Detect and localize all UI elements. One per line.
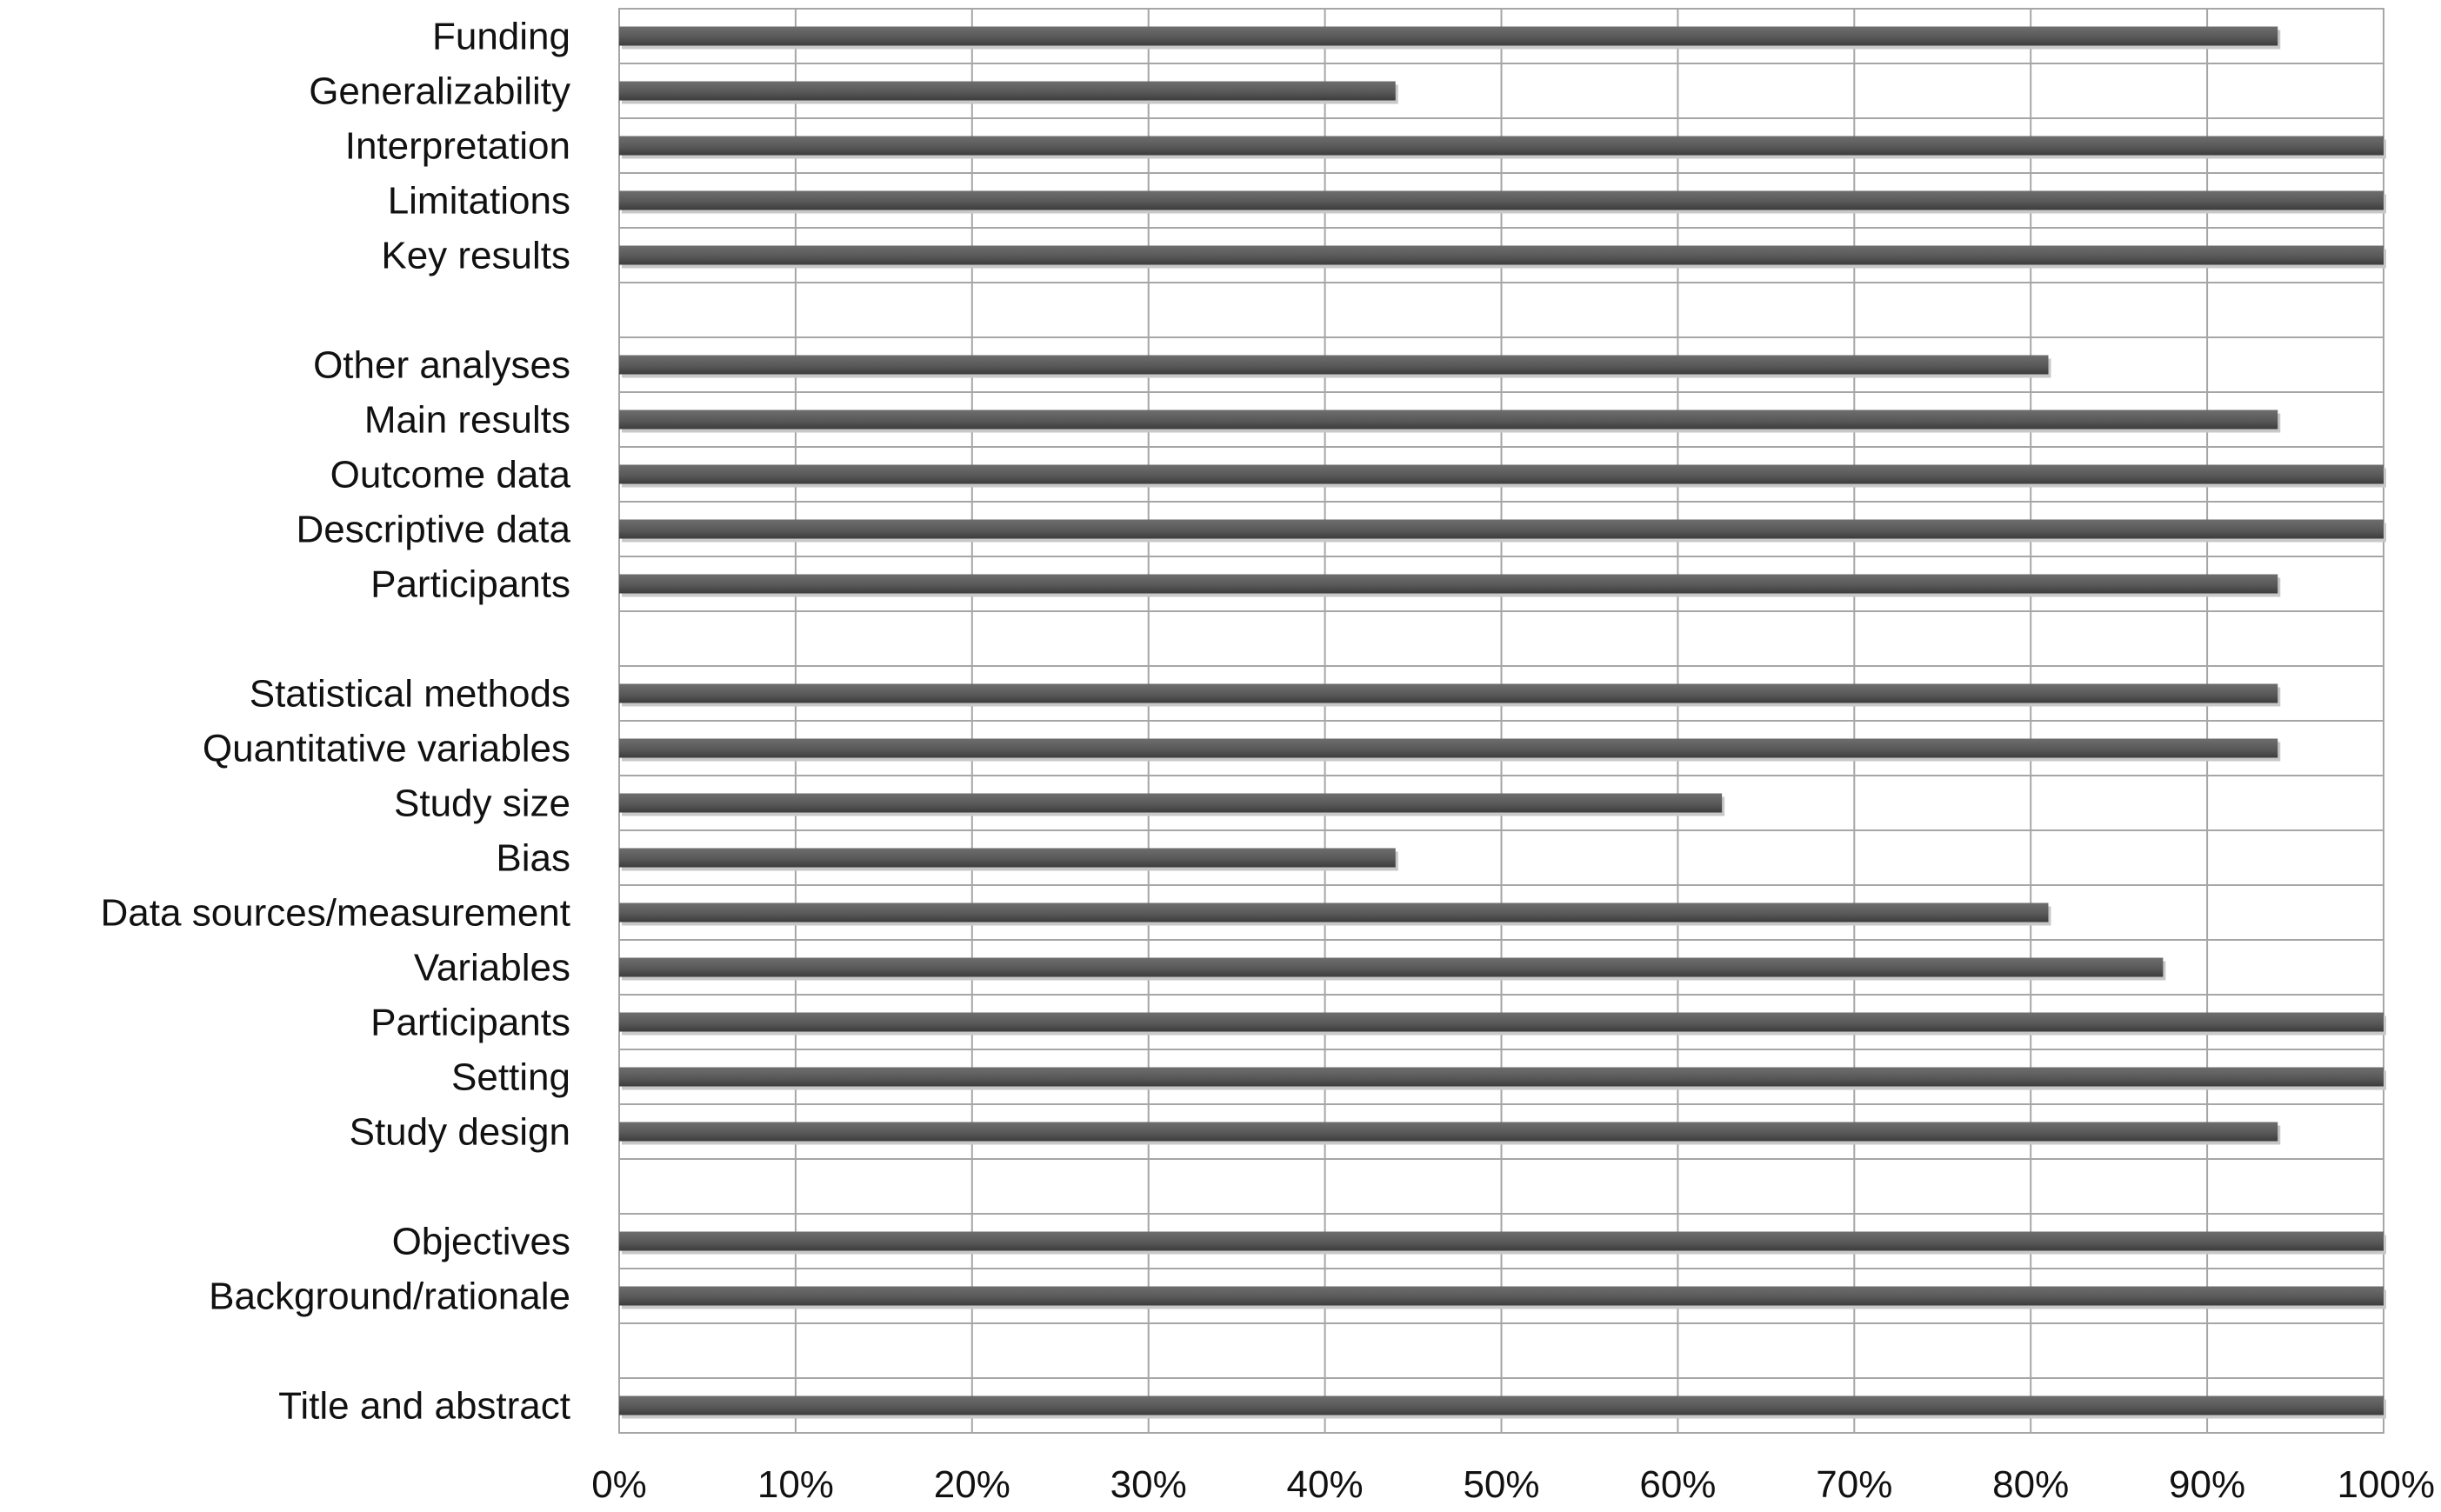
bar <box>619 246 2384 265</box>
bar <box>619 1396 2384 1415</box>
bar <box>619 1232 2384 1251</box>
category-label: Quantitative variables <box>202 727 570 770</box>
bar <box>619 27 2278 46</box>
category-label: Generalizability <box>309 70 570 113</box>
category-label: Interpretation <box>344 124 570 168</box>
category-label: Study design <box>349 1110 570 1154</box>
category-label: Funding <box>431 15 570 58</box>
bar <box>619 849 1396 868</box>
x-tick-label: 90% <box>2169 1463 2246 1506</box>
bar <box>619 903 2048 923</box>
category-label: Other analyses <box>313 343 570 387</box>
bar <box>619 191 2384 210</box>
category-label: Objectives <box>391 1220 570 1263</box>
bar <box>619 575 2278 594</box>
x-tick-label: 60% <box>1639 1463 1717 1506</box>
x-tick-label: 0% <box>591 1463 647 1506</box>
category-label: Key results <box>381 234 570 277</box>
x-tick-label: 40% <box>1286 1463 1364 1506</box>
bar <box>619 410 2278 430</box>
category-label: Variables <box>413 946 570 989</box>
x-tick-label: 20% <box>933 1463 1010 1506</box>
category-label: Data sources/measurement <box>100 891 570 935</box>
bar <box>619 958 2163 977</box>
bar <box>619 1287 2384 1306</box>
bar <box>619 356 2048 375</box>
bar <box>619 794 1722 813</box>
bar <box>619 520 2384 539</box>
x-tick-label: 50% <box>1463 1463 1540 1506</box>
category-label: Outcome data <box>330 453 570 496</box>
category-label: Main results <box>363 398 570 442</box>
bar <box>619 1122 2278 1142</box>
label-layer <box>101 16 571 1428</box>
category-label: Descriptive data <box>296 508 570 551</box>
bar <box>619 684 2278 703</box>
bar <box>619 465 2384 484</box>
category-label: Background/rationale <box>209 1275 570 1318</box>
bar <box>619 137 2384 156</box>
x-tick-label: 70% <box>1816 1463 1893 1506</box>
tick-layer <box>591 1463 2435 1506</box>
bar-layer <box>619 27 2386 1419</box>
category-label: Title and abstract <box>278 1384 570 1428</box>
category-label: Bias <box>496 836 570 880</box>
category-label: Setting <box>451 1056 570 1099</box>
category-label: Participants <box>370 563 570 606</box>
category-label: Statistical methods <box>249 672 570 716</box>
bar <box>619 1068 2384 1087</box>
bar <box>619 739 2278 758</box>
x-tick-label: 100% <box>2337 1463 2435 1506</box>
category-label: Limitations <box>387 179 570 223</box>
bar <box>619 1013 2384 1032</box>
bar <box>619 82 1396 101</box>
x-tick-label: 10% <box>757 1463 834 1506</box>
x-tick-label: 30% <box>1110 1463 1187 1506</box>
x-tick-label: 80% <box>1992 1463 2070 1506</box>
grid-layer <box>619 9 2384 1433</box>
category-label: Participants <box>370 1001 570 1044</box>
category-label: Study size <box>394 782 570 825</box>
